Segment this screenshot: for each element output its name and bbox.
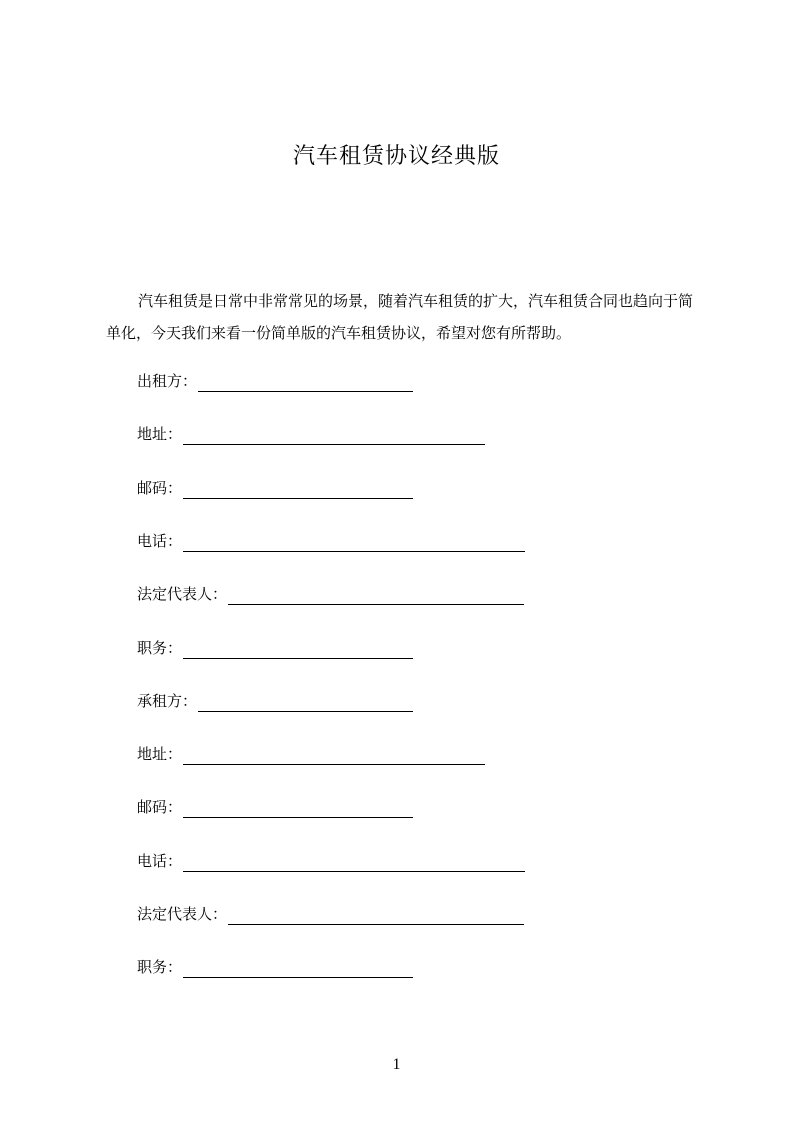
- lessee-phone-field: [137, 850, 525, 872]
- lessor-position-field: [137, 637, 413, 659]
- lessee-position-field: [137, 956, 413, 978]
- lessee-postcode-field: [137, 796, 413, 818]
- field-label: 电话：: [137, 532, 183, 550]
- field-label: 地址：: [137, 745, 183, 763]
- lessor-address-field: [137, 423, 485, 445]
- field-label: 法定代表人：: [137, 905, 228, 923]
- lessor-legal-rep-input[interactable]: [228, 588, 524, 605]
- lessor-phone-field: [137, 530, 525, 552]
- lessee-address-input[interactable]: [183, 748, 485, 765]
- field-label: 邮码：: [137, 798, 183, 816]
- lessor-legal-rep-field: [137, 583, 524, 605]
- lessee-legal-rep-field: [137, 903, 524, 925]
- field-label: 出租方：: [137, 372, 198, 390]
- page-number: 1: [392, 1056, 401, 1073]
- lessee-postcode-input[interactable]: [183, 801, 413, 818]
- lessee-position-input[interactable]: [183, 961, 413, 978]
- lessor-postcode-input[interactable]: [183, 482, 413, 499]
- lessor-postcode-field: [137, 477, 413, 499]
- document-title: 汽车租赁协议经典版: [292, 144, 500, 169]
- field-label: 承租方：: [137, 692, 198, 710]
- lessor-name-field: [137, 370, 413, 392]
- lessee-name-field: [137, 690, 413, 712]
- field-label: 职务：: [137, 958, 183, 976]
- intro-paragraph: 汽车租赁是日常中非常常见的场景，随着汽车租赁的扩大，汽车租赁合同也趋向于简单化，今天我们来看一份简单版的汽车租赁协议，希望对您有所帮助。: [106, 292, 694, 342]
- lessor-name-input[interactable]: [198, 375, 413, 392]
- field-label: 法定代表人：: [137, 585, 228, 603]
- lessee-address-field: [137, 743, 485, 765]
- lessor-address-input[interactable]: [183, 428, 485, 445]
- lessor-position-input[interactable]: [183, 642, 413, 659]
- lessee-name-input[interactable]: [198, 695, 413, 712]
- field-label: 电话：: [137, 852, 183, 870]
- lessor-phone-input[interactable]: [183, 535, 525, 552]
- field-label: 邮码：: [137, 479, 183, 497]
- lessee-legal-rep-input[interactable]: [228, 908, 524, 925]
- field-label: 地址：: [137, 425, 183, 443]
- lessee-phone-input[interactable]: [183, 855, 525, 872]
- field-label: 职务：: [137, 639, 183, 657]
